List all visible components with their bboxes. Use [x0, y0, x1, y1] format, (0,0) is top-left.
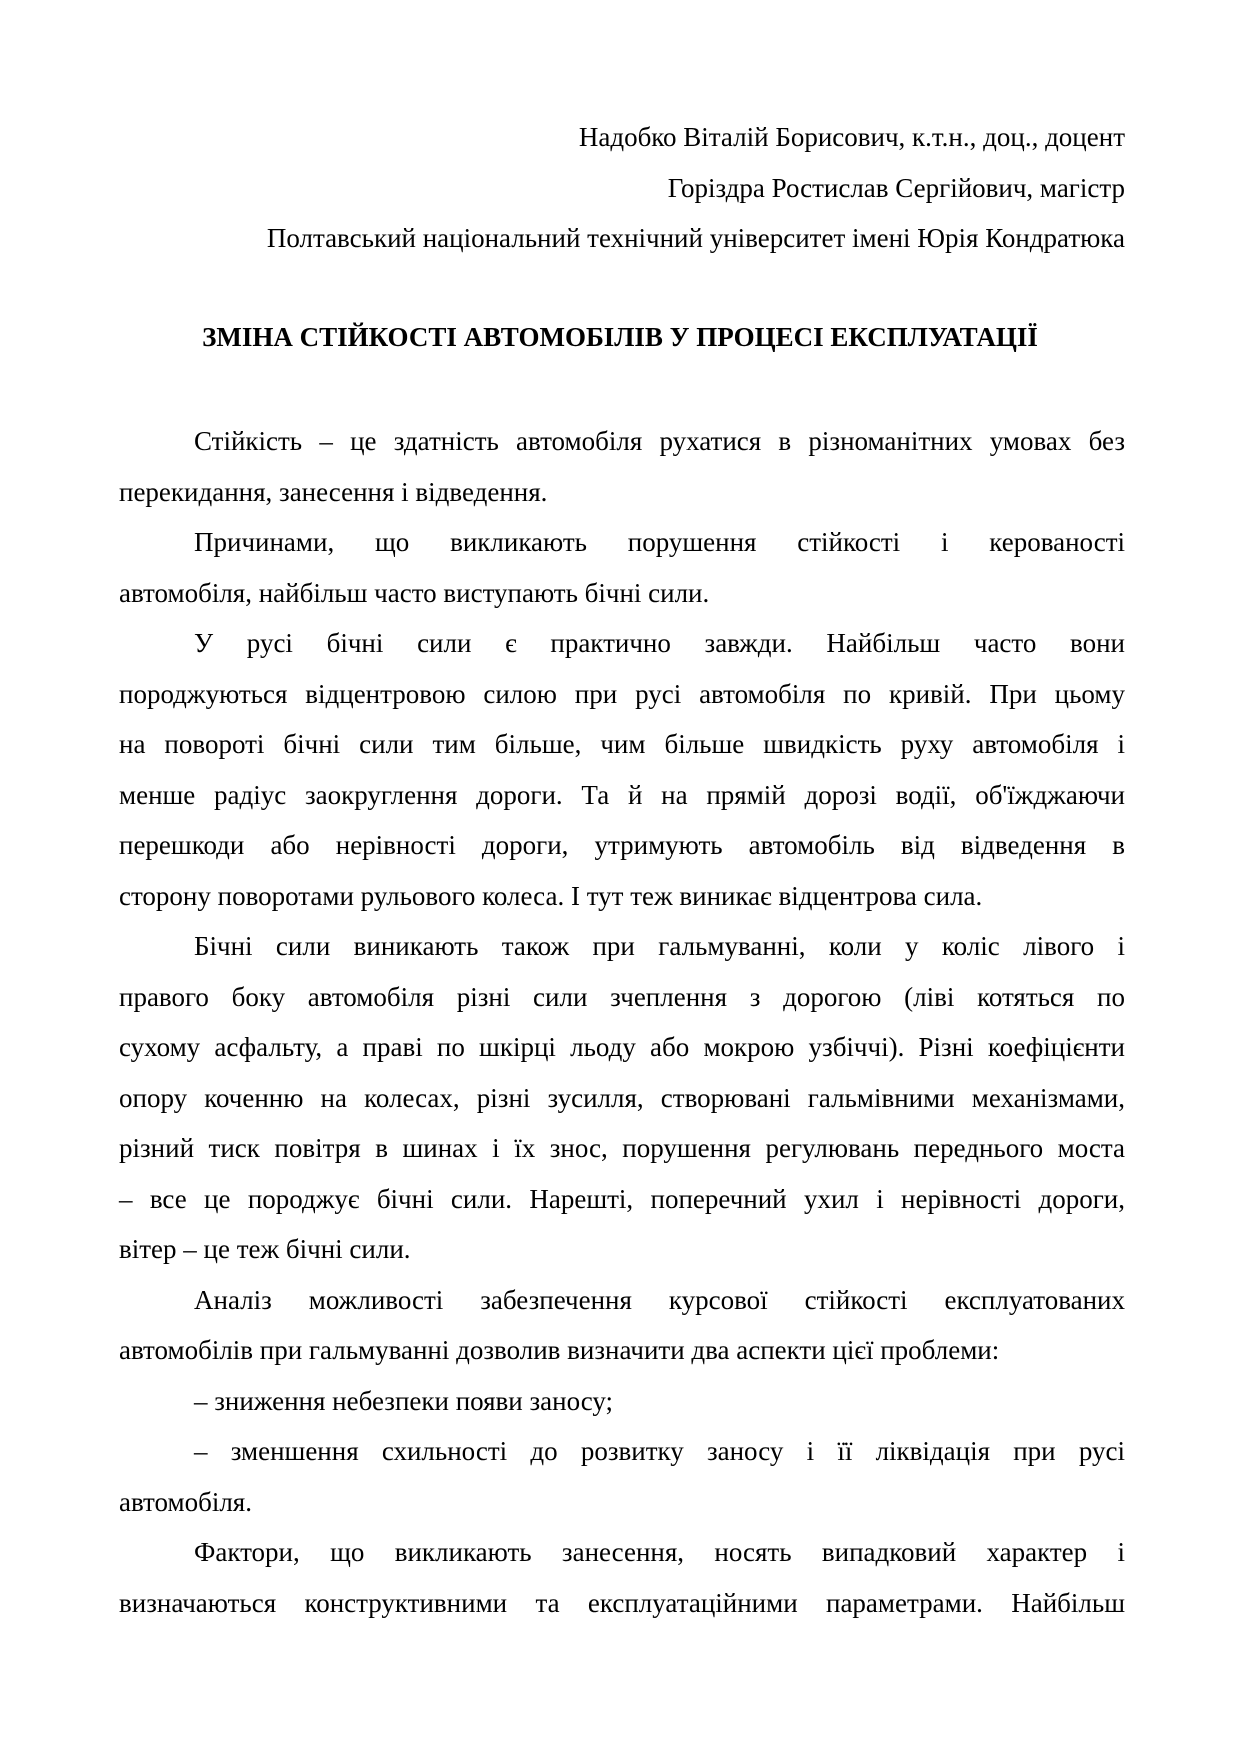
text-line: Стійкість – це здатність автомобіля рухатися в різноманітних умовах без	[194, 426, 1125, 456]
text-line: перешкоди або нерівності дороги, утримують автомобіль від відведення в	[119, 830, 1125, 860]
paragraph	[119, 1527, 1125, 1628]
text-line: У русі бічні сили є практично завжди. Найбільш часто вони	[194, 628, 1125, 658]
article-body	[119, 416, 1125, 1628]
text-line: різний тиск повітря в шинах і їх знос, порушення регулювань переднього моста	[119, 1133, 1125, 1163]
text-line: – все це породжує бічні сили. Нарешті, поперечний ухил і нерівності дороги,	[119, 1183, 1125, 1214]
text-line: перекидання, занесення і відведення.	[119, 476, 548, 507]
text-line: – зниження небезпеки появи заносу;	[194, 1385, 614, 1416]
text-line: правого боку автомобіля різні сили зчеплення з дорогою (ліві котяться по	[119, 981, 1125, 1012]
text-line: менше радіус заокруглення дороги. Та й на прямій дорозі водії, об'їжджаючи	[119, 779, 1125, 810]
text-line: Аналіз можливості забезпечення курсової стійкості експлуатованих	[194, 1284, 1125, 1315]
author-2: Горіздра Ростислав Сергійович, магістр	[667, 173, 1125, 203]
paragraph	[119, 1426, 1125, 1527]
text-line: автомобіля, найбільш часто виступають бічні сили.	[119, 577, 710, 608]
article-title: ЗМІНА СТІЙКОСТІ АВТОМОБІЛІВ У ПРОЦЕСІ ЕКСПЛУАТАЦІЇ	[202, 322, 1038, 352]
text-line: сухому асфальту, а праві по шкірці льоду або мокрою узбіччі). Різні коефіцієнти	[119, 1032, 1125, 1062]
paragraph	[119, 1376, 1125, 1427]
affiliation: Полтавський національний технічний університет імені Юрія Кондратюка	[266, 223, 1125, 253]
text-line: автомобілів при гальмуванні дозволив визначити два аспекти цієї проблеми:	[119, 1335, 1000, 1365]
paragraph	[119, 921, 1125, 1275]
paragraph	[119, 618, 1125, 921]
text-line: автомобіля.	[119, 1486, 252, 1517]
author-1: Надобко Віталій Борисович, к.т.н., доц., доцент	[578, 122, 1125, 152]
text-line: Фактори, що викликають занесення, носять випадковий характер і	[194, 1537, 1125, 1567]
paragraph	[119, 1275, 1125, 1376]
text-line: Бічні сили виникають також при гальмуванні, коли у коліс лівого і	[194, 931, 1125, 961]
text-line: Причинами, що викликають порушення стійкості і керованості	[194, 527, 1125, 557]
text-line: породжуються відцентровою силою при русі автомобіля по кривій. При цьому	[119, 678, 1125, 709]
text-line: – зменшення схильності до розвитку заносу і її ліквідація при русі	[194, 1436, 1125, 1466]
paragraph	[119, 416, 1125, 517]
text-line: визначаються конструктивними та експлуатаційними параметрами. Найбільш	[119, 1587, 1125, 1618]
paragraph	[119, 517, 1125, 618]
text-line: вітер – це теж бічні сили.	[119, 1234, 411, 1264]
text-line: опору коченню на колесах, різні зусилля, створювані гальмівними механізмами,	[119, 1082, 1125, 1113]
text-line: на повороті бічні сили тим більше, чим більше швидкість руху автомобіля і	[119, 729, 1125, 759]
text-line: сторону поворотами рульового колеса. І тут теж виникає відцентрова сила.	[119, 880, 983, 911]
